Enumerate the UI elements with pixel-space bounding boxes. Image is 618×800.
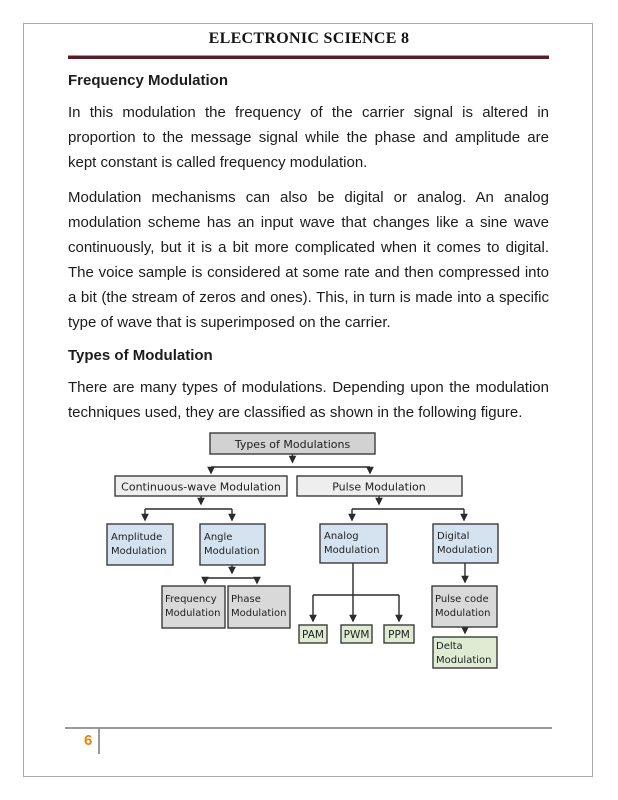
paragraph-modulation-mechanisms: Modulation mechanisms can also be digital or analog. An analog modulation scheme has an input wave that changes like a sine wave continuously, but it is a bit more complicated when it comes to digital. The voice sample is considered at some rate and then compressed into a bit (the stream of zeros and ones). This, in turn is made into a specific type of wave that is superimposed on the carrier. <box>68 189 549 331</box>
node-digital-modulation <box>433 524 498 563</box>
node-analog-label-2: Modulation <box>324 545 380 556</box>
paragraph-types-intro: There are many types of modulations. Depending upon the modulation techniques used, they are classified as shown in the following figure. <box>68 379 549 421</box>
node-types-of-modulations-label: Types of Modulations <box>234 438 351 451</box>
node-pulse-code-label-2: Modulation <box>435 608 491 619</box>
footer-rule <box>65 727 552 729</box>
node-frequency-label-1: Frequency <box>165 594 217 605</box>
node-phase-modulation <box>228 586 290 628</box>
footer-page-number-block <box>84 729 100 754</box>
node-analog-label-1: Analog <box>324 531 359 542</box>
node-amplitude-label-2: Modulation <box>111 546 167 557</box>
node-angle-label-2: Modulation <box>204 546 260 557</box>
node-angle-modulation <box>200 524 265 565</box>
node-phase-label-1: Phase <box>231 594 261 605</box>
node-pulse-code-modulation <box>432 586 497 627</box>
node-angle-label-1: Angle <box>204 532 233 543</box>
node-frequency-modulation <box>162 586 225 628</box>
node-pwm-label: PWM <box>343 629 370 641</box>
node-amplitude-label-1: Amplitude <box>111 532 163 543</box>
node-pam-label: PAM <box>302 629 324 641</box>
node-continuous-wave-label: Continuous-wave Modulation <box>121 480 281 494</box>
node-delta-label-2: Modulation <box>436 655 492 666</box>
node-amplitude-modulation <box>107 524 173 565</box>
node-ppm-label: PPM <box>388 629 410 641</box>
node-analog-modulation <box>320 524 387 563</box>
paragraph-frequency-modulation: In this modulation the frequency of the carrier signal is altered in proportion to the message signal while the phase and amplitude are kept constant is called frequency modulation. <box>68 104 549 171</box>
node-phase-label-2: Modulation <box>231 608 287 619</box>
footer-vertical-bar <box>98 727 100 754</box>
node-digital-label-1: Digital <box>437 531 470 542</box>
node-frequency-label-2: Modulation <box>165 608 221 619</box>
node-delta-label-1: Delta <box>436 641 463 652</box>
node-digital-label-2: Modulation <box>437 545 493 556</box>
page-number: 6 <box>84 732 93 749</box>
node-pulse-modulation-label: Pulse Modulation <box>332 480 426 494</box>
page-footer <box>65 727 552 749</box>
node-pulse-code-label-1: Pulse code <box>435 594 489 605</box>
heading-frequency-modulation: Frequency Modulation <box>68 72 229 89</box>
heading-types-of-modulation: Types of Modulation <box>68 347 213 364</box>
header-title: ELECTRONIC SCIENCE 8 <box>208 30 410 47</box>
